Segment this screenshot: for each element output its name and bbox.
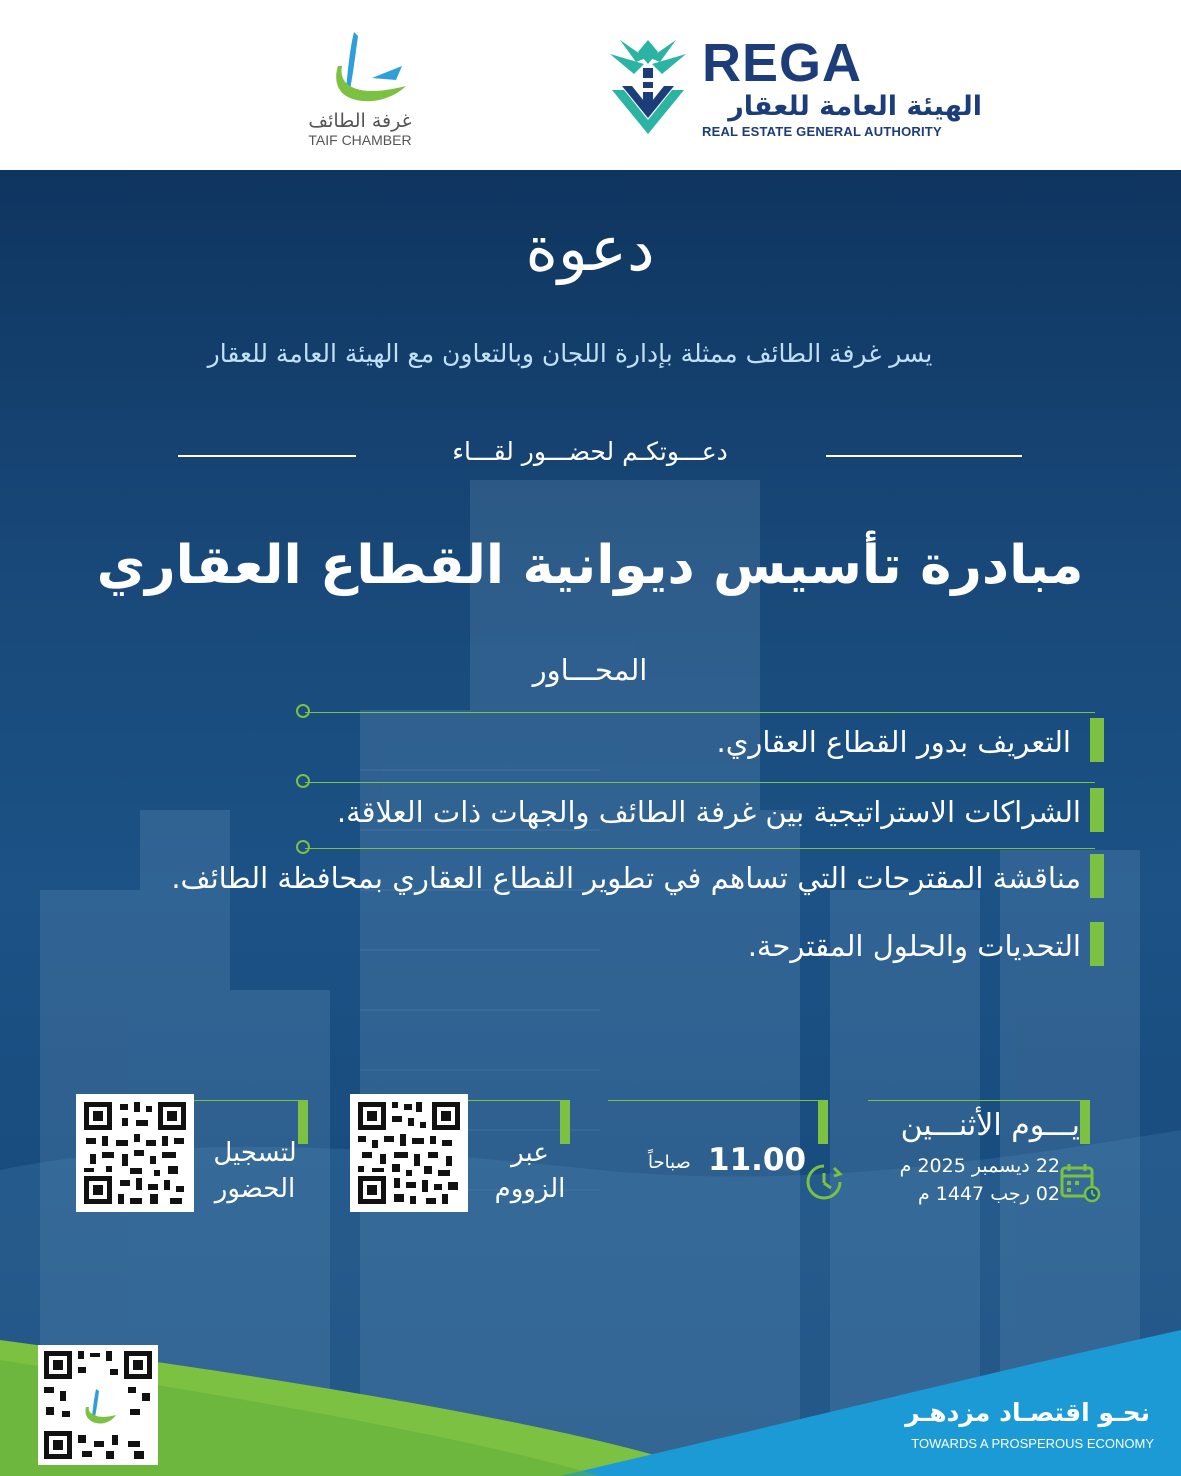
axis-line: [305, 848, 1095, 849]
axis-item: [0, 782, 1181, 842]
axis-accent-bar: [1090, 854, 1104, 898]
axis-accent-bar: [1090, 788, 1104, 832]
register-label-line-2: الحضور: [214, 1174, 296, 1204]
taif-chamber-mark-icon: [310, 28, 410, 110]
axis-line: [305, 712, 1095, 713]
qr-code-icon: [38, 1345, 158, 1465]
intro-text: يسر غرفة الطائف ممثلة بإدارة اللجان وبالتعاون مع الهيئة العامة للعقار: [207, 339, 933, 368]
qr-code-icon: [76, 1094, 194, 1212]
event-title: مبادرة تأسيس ديوانية القطاع العقاري: [96, 535, 1084, 596]
calendar-icon: [1058, 1160, 1102, 1204]
rega-english-name: REAL ESTATE GENERAL AUTHORITY: [702, 124, 942, 139]
register-qr-code[interactable]: [76, 1094, 194, 1212]
taif-chamber-logo: [290, 28, 430, 158]
footer-qr-code[interactable]: [38, 1345, 158, 1465]
rega-palm-emblem-icon: [606, 34, 690, 138]
axis-accent-bar: [1090, 718, 1104, 762]
gregorian-date: 22 ديسمبر 2025 م: [899, 1155, 1060, 1177]
divider-right: [826, 455, 1022, 457]
zoom-qr-code[interactable]: [350, 1094, 468, 1212]
qr-code-icon: [350, 1094, 468, 1212]
axis-accent-bar: [1090, 922, 1104, 966]
date-box-tab: [1080, 1100, 1090, 1144]
zoom-label-line-2: الزووم: [494, 1174, 566, 1204]
taif-logo-arabic: غرفة الطائف: [308, 110, 412, 132]
header: [0, 0, 1181, 170]
slogan-english: TOWARDS A PROSPEROUS ECONOMY: [911, 1436, 1154, 1451]
divider-left: [178, 455, 356, 457]
taif-logo-english: TAIF CHAMBER: [308, 132, 412, 148]
zoom-label-line-1: عبر: [511, 1138, 549, 1168]
axes-heading: المحـــاور: [532, 653, 648, 687]
time-box-line: [608, 1100, 828, 1101]
axis-item: [0, 848, 1181, 908]
rega-wordmark: REGA: [702, 33, 863, 93]
event-day: يـــوم الأثنـــين: [900, 1108, 1080, 1143]
axis-bullet-icon: [296, 774, 310, 788]
axis-text: مناقشة المقترحات التي تساهم في تطوير القطاع العقاري بمحافظة الطائف.: [171, 861, 1081, 895]
axis-item: [0, 712, 1181, 772]
hijri-date: 02 رجب 1447 م: [917, 1183, 1060, 1205]
event-time: 11.00: [708, 1142, 807, 1178]
svg-text:دعوة: دعوة: [525, 212, 655, 285]
axis-line: [305, 782, 1095, 783]
rega-logo: [606, 34, 986, 144]
axis-text: الشراكات الاستراتيجية بين غرفة الطائف والجهات ذات العلاقة.: [336, 795, 1081, 829]
slogan-arabic: نحـو اقتصـاد مزدهـر: [905, 1398, 1150, 1427]
register-label-line-1: لتسجيل: [213, 1138, 297, 1168]
axis-bullet-icon: [296, 840, 310, 854]
zoom-label: [480, 1135, 580, 1207]
date-box-line: [868, 1100, 1090, 1101]
axis-bullet-icon: [296, 704, 310, 718]
register-label: [200, 1135, 310, 1207]
clock-icon: [804, 1162, 844, 1202]
time-box-tab: [818, 1100, 828, 1144]
time-suffix: صباحاً: [648, 1152, 691, 1173]
invites-line: دعـــوتكـم لحضـــور لقـــاء: [452, 437, 728, 466]
axis-text: التعريف بدور القطاع العقاري.: [716, 725, 1071, 759]
invitation-calligraphy: [520, 198, 660, 308]
rega-arabic-name: الهيئة العامة للعقار: [728, 91, 982, 122]
axis-item: [0, 916, 1181, 976]
axis-text: التحديات والحلول المقترحة.: [747, 929, 1081, 963]
